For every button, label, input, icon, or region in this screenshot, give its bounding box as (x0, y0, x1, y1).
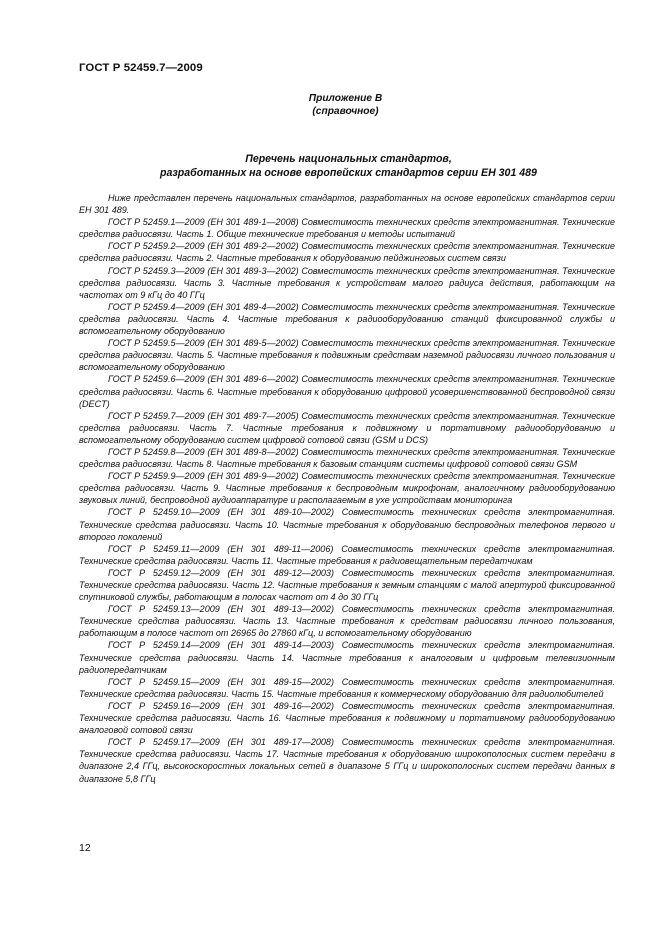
standard-entry: ГОСТ Р 52459.5—2009 (ЕН 301 489-5—2002) Совместимость технических средств электромагнитная. Технические средства радиосвязи. Часть 5. Частные требования к подвижным средствам наземной радиосвязи личного пользования и вспомогательному оборудованию (79, 338, 615, 373)
standard-entry: ГОСТ Р 52459.4—2009 (ЕН 301 489-4—2002) Совместимость технических средств электромагнитная. Технические средства радиосвязи. Часть 4. Частные требования к радиооборудованию станций фиксированной службы и вспомогательному оборудованию (79, 301, 615, 337)
document-code-header: ГОСТ Р 52459.7—2009 (79, 62, 203, 74)
standard-entry: ГОСТ Р 52459.8—2009 (ЕН 301 489-8—2002) Совместимость технических средств электромагнитная. Технические средства радиосвязи. Часть 8. Частные требования к базовым станциям системы цифровой сотовой связи GSM (79, 446, 615, 470)
standard-entry: ГОСТ Р 52459.10—2009 (ЕН 301 489-10—2002) Совместимость технических средств электромагнитная. Технические средства радиосвязи. Часть 10. Частные требования к оборудованию беспроводных телефонов первого и второго поколений (79, 507, 615, 542)
section-title-line-1: Перечень национальных стандартов, (245, 153, 452, 165)
standard-entry: ГОСТ Р 52459.11—2009 (ЕН 301 489-11—2006) Совместимость технических средств электромагнитная. Технические средства радиосвязи. Часть 11. Частные требования к радиовещательным передатчикам (79, 543, 615, 566)
standard-entry: ГОСТ Р 52459.9—2009 (ЕН 301 489-9—2002) Совместимость технических средств электромагнитная. Технические средства радиосвязи. Часть 9. Частные требования к беспроводным микрофонам, аналогичному радиооборудованию звуковых линий, беспроводной аудиоаппаратуре и располагаемым в ухе устройствам мониторинга (79, 471, 615, 506)
standard-entry: ГОСТ Р 52459.13—2009 (ЕН 301 489-13—2002) Совместимость технических средств электромагнитная. Технические средства радиосвязи. Часть 13. Частные требования к средствам радиосвязи личного пользования, работающим в полосе частот от 26965 до 27860 кГц, и вспомогательному оборудованию (79, 604, 615, 639)
standard-entry: ГОСТ Р 52459.2—2009 (ЕН 301 489-2—2002) Совместимость технических средств электромагнитная. Технические средства радиосвязи. Часть 2. Частные требования к оборудованию пейджинговых систем связи (79, 241, 615, 264)
page-number: 12 (79, 842, 91, 854)
section-title (0, 153, 661, 180)
standard-entry: ГОСТ Р 52459.6—2009 (ЕН 301 489-6—2002) Совместимость технических средств электромагнитная. Технические средства радиосвязи. Часть 6. Частные требования к оборудованию цифровой усовершенствованной беспроводной связи (DECT) (79, 374, 615, 409)
standard-entry: ГОСТ Р 52459.3—2009 (ЕН 301 489-3—2002) Совместимость технических средств электромагнитная. Технические средства радиосвязи. Часть 3. Частные требования к устройствам малого радиуса действия, работающим на частотах от 9 кГц до 40 ГГц (79, 265, 615, 300)
standard-entry: ГОСТ Р 52459.17—2009 (ЕН 301 489-17—2008) Совместимость технических средств электромагнитная. Технические средства радиосвязи. Часть 17. Частные требования к оборудованию широкополосных систем передачи в диапазоне 2,4 ГГц, высокоскоростных локальных сетей в диапазоне 5 ГГц и широкополосных систем передачи данных в диапазоне 5,8 ГГц (79, 737, 615, 784)
standard-entry: ГОСТ Р 52459.12—2009 (ЕН 301 489-12—2003) Совместимость технических средств электромагнитная. Технические средства радиосвязи. Часть 12. Частные требования к земным станциям с малой апертурой фиксированной спутниковой службы, работающим в полосах частот от 4 до 30 ГГц (79, 567, 615, 603)
standard-entry: ГОСТ Р 52459.1—2009 (ЕН 301 489-1—2008) Совместимость технических средств электромагнитная. Технические средства радиосвязи. Часть 1. Общие технические требования и методы испытаний (79, 217, 615, 240)
annex-heading (0, 92, 661, 118)
standard-entry: ГОСТ Р 52459.16—2009 (ЕН 301 489-16—2002) Совместимость технических средств электромагнитная. Технические средства радиосвязи. Часть 16. Частные требования к подвижному и портативному радиооборудованию аналоговой сотовой связи (79, 700, 615, 736)
standard-entry: ГОСТ Р 52459.7—2009 (ЕН 301 489-7—2005) Совместимость технических средств электромагнитная. Технические средства радиосвязи. Часть 7. Частные требования к подвижному и портативному радиооборудованию и вспомогательному оборудованию систем цифровой сотовой связи (GSM и DCS) (79, 410, 615, 445)
annex-label: Приложение В (308, 93, 383, 104)
standard-entry: ГОСТ Р 52459.14—2009 (ЕН 301 489-14—2003) Совместимость технических средств электромагнитная. Технические средства радиосвязи. Часть 14. Частные требования к аналоговым и цифровым телевизионным радиопередатчикам (79, 640, 615, 675)
section-title-line-2: разработанных на основе европейских стандартов серии ЕН 301 489 (160, 166, 537, 179)
standards-list (79, 192, 615, 785)
annex-type: (справочное) (312, 106, 379, 117)
standard-entry: ГОСТ Р 52459.15—2009 (ЕН 301 489-15—2002) Совместимость технических средств электромагнитная. Технические средства радиосвязи. Часть 15. Частные требования к коммерческому оборудованию для радиолюбителей (79, 676, 615, 699)
intro-paragraph: Ниже представлен перечень национальных стандартов, разработанных на основе европейских стандартов серии ЕН 301 489. (79, 193, 615, 216)
